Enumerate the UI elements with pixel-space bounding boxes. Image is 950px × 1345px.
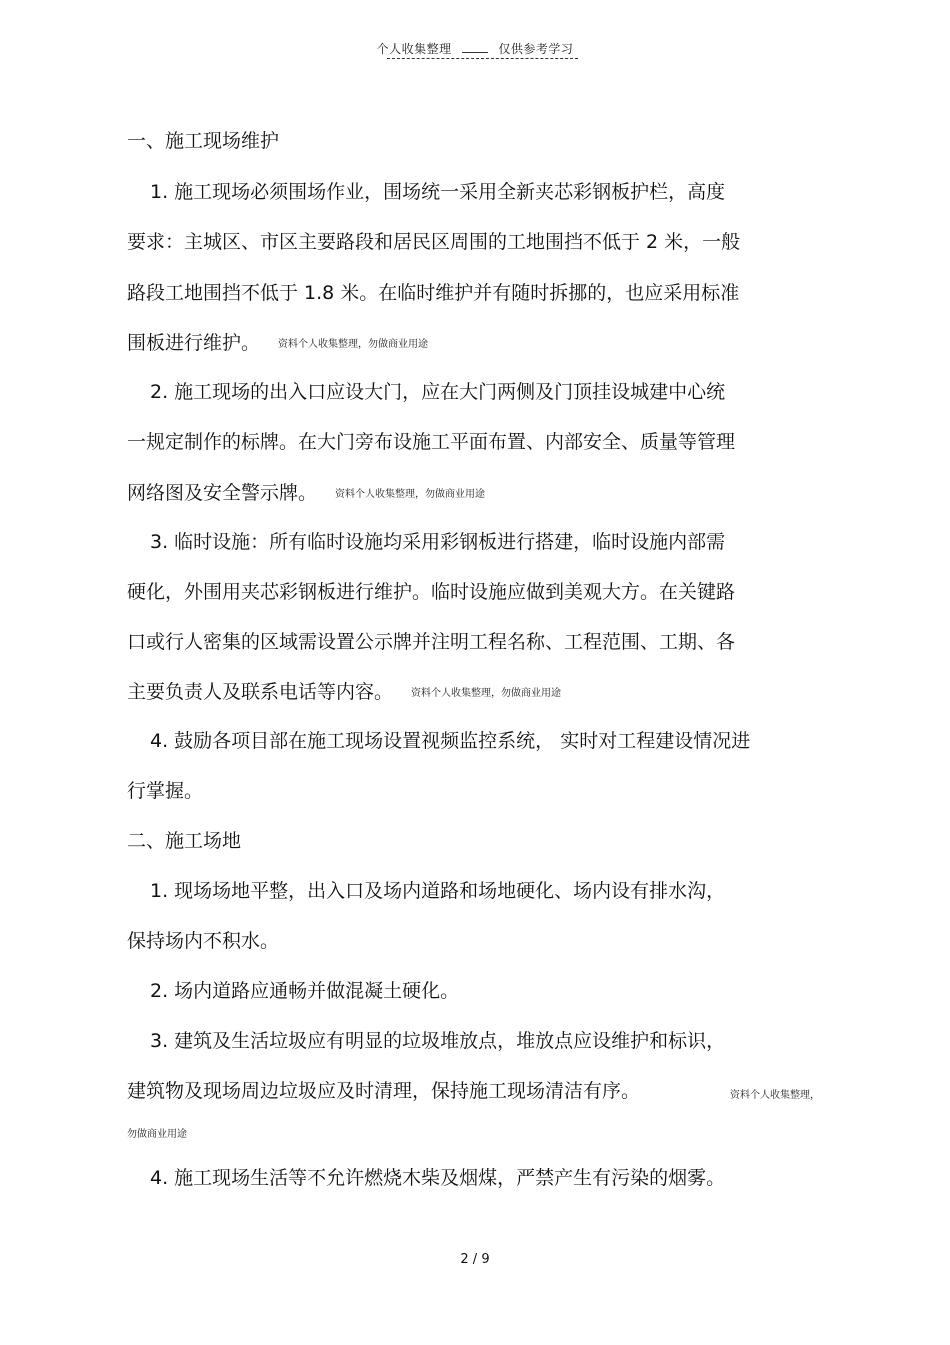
watermark-note: 资料个人收集整理，	[730, 1090, 820, 1101]
paragraph-line	[127, 481, 485, 507]
page-header	[0, 40, 950, 57]
paragraph-line: 一规定制作的标牌。在大门旁布设施工平面布置、内部安全、质量等管理	[127, 431, 736, 453]
paragraph-line: 口或行人密集的区域需设置公示牌并注明工程名称、工程范围、工期、各	[127, 631, 736, 653]
page-number: 2 / 9	[460, 1252, 490, 1267]
watermark-note: 资料个人收集整理，勿做商业用途	[411, 688, 562, 699]
paragraph-line: 行掌握。	[127, 780, 204, 802]
watermark-note: 勿做商业用途	[127, 1129, 187, 1140]
paragraph-text: 围板进行维护。	[127, 332, 261, 354]
watermark-note: 资料个人收集整理，勿做商业用途	[278, 339, 429, 350]
paragraph-line	[127, 680, 561, 706]
paragraph-line: 要求：主城区、市区主要路段和居民区周围的工地围挡不低于 2 米，一般	[127, 231, 741, 253]
header-separator	[462, 42, 488, 53]
paragraph-text: 网络图及安全警示牌。	[127, 482, 318, 504]
watermark-note: 资料个人收集整理，勿做商业用途	[335, 489, 486, 500]
paragraph-line: 4. 施工现场生活等不允许燃烧木柴及烟煤，严禁产生有污染的烟雾。	[150, 1167, 726, 1189]
paragraph-line	[127, 331, 428, 357]
paragraph-line: 2. 施工现场的出入口应设大门，应在大门两侧及门顶挂设城建中心统	[150, 381, 726, 403]
paragraph-text: 主要负责人及联系电话等内容。	[127, 681, 394, 703]
paragraph-line: 硬化，外围用夹芯彩钢板进行维护。临时设施应做到美观大方。在关键路	[127, 581, 736, 603]
paragraph-line: 3. 建筑及生活垃圾应有明显的垃圾堆放点，堆放点应设维护和标识，	[150, 1030, 726, 1052]
section-heading: 一、施工现场维护	[127, 130, 280, 152]
paragraph-line: 保持场内不积水。	[127, 930, 280, 952]
paragraph-line: 2. 场内道路应通畅并做混凝土硬化。	[150, 980, 460, 1002]
paragraph-line: 1. 施工现场必须围场作业，围场统一采用全新夹芯彩钢板护栏，高度	[150, 181, 726, 203]
header-rule	[387, 58, 578, 59]
section-heading: 二、施工场地	[127, 830, 242, 852]
header-left: 个人收集整理	[376, 42, 452, 56]
paragraph-line: 3. 临时设施：所有临时设施均采用彩钢板进行搭建，临时设施内部需	[150, 531, 726, 553]
paragraph-line: 路段工地围挡不低于 1.8 米。在临时维护并有随时拆挪的，也应采用标准	[127, 282, 740, 304]
paragraph-line: 1. 现场场地平整，出入口及场内道路和场地硬化、场内设有排水沟，	[150, 880, 726, 902]
paragraph-line: 建筑物及现场周边垃圾应及时清理，保持施工现场清洁有序。	[127, 1080, 641, 1102]
paragraph-line: 4. 鼓励各项目部在施工现场设置视频监控系统， 实时对工程建设情况进	[150, 730, 751, 752]
header-right: 仅供参考学习	[498, 42, 574, 56]
